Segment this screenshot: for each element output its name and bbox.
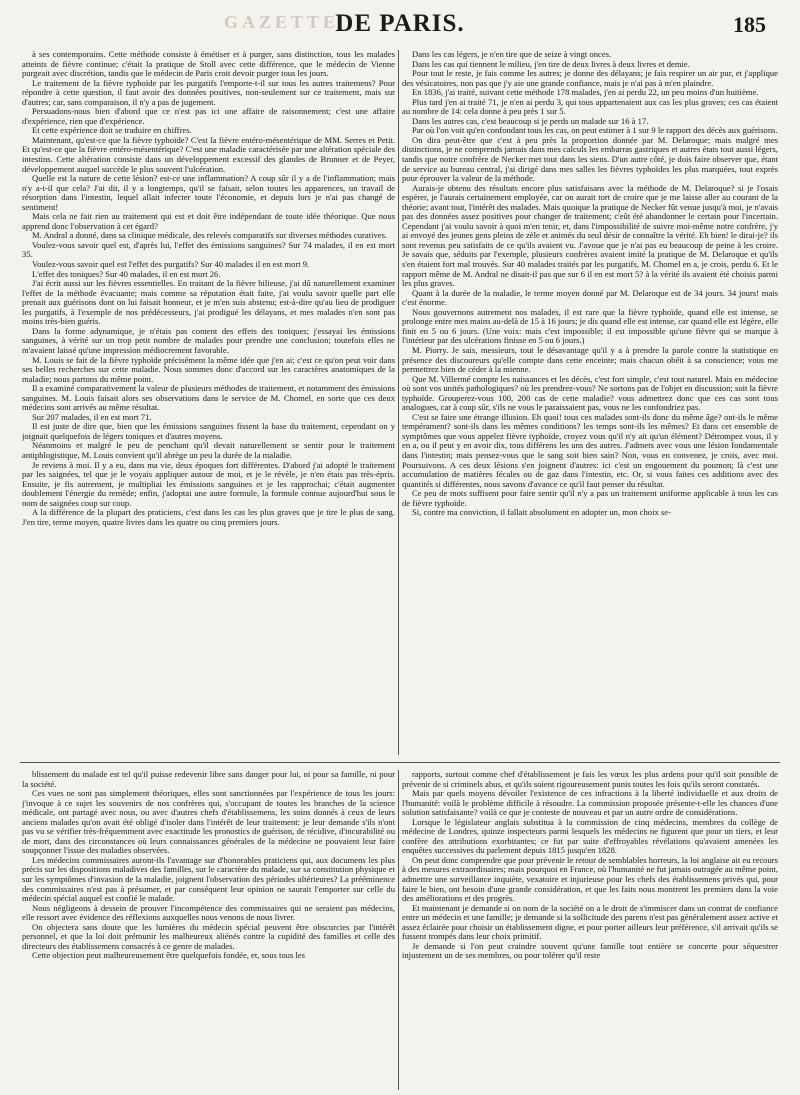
paragraph: Il est juste de dire que, bien que les émissions sanguines fissent la base du traitement, cependant on y joignait quelquefois de légers toniques et d'autres moyens.	[22, 421, 395, 441]
article-column-1	[22, 50, 395, 755]
paragraph: Je reviens à moi. Il y a eu, dans ma vie, deux époques fort différentes. D'abord j'ai adopté le traitement par les saignées, tel que je le voyais appliquer autour de moi, et je le révèle, je n'en étais pas très-épris. Ensuite, je fis autrement, je multipliai les émissions sanguines et je les rapprochai; c'était augmenter doublement l'énergie du remède; enfin, j'adoptai une autre formule, la formule connue aujourd'hui sous le nom de saignées coup sur coup.	[22, 459, 395, 508]
paragraph: Persuadons-nous bien d'abord que ce n'est pas ici une affaire de raisonnement; c'est une affaire d'expérience, rien que d'expérience.	[22, 106, 395, 126]
paragraph: Plus tard j'en ai traité 71, je n'en ai perdu 3, qui tous appartenaient aux cas les plus graves; ces cas étaient au nombre de 14: cela donne à peu près 1 sur 5.	[402, 96, 778, 117]
paragraph: Que M. Villermé compte les naissances et les décès, c'est fort simple, c'est tout naturel. Mais en médecine où sont vos unités pathologiques? où les prendrez-vous? Ne sortons pas de l'objet en discussion; soit la fièvre typhoïde. Grouperez-vous 100, 200 cas de cette maladie? vous admettrez donc que ces cas sont tous analogues, car à coup sûr, s'ils ne vous le paraissaient pas, vous ne les confondriez pas.	[402, 373, 778, 413]
column-rule-top	[398, 50, 399, 755]
paragraph: M. Piorry. Je sais, messieurs, tout le désavantage qu'il y a à prendre la parole contre la statistique en présence des discoureurs qu'elle compte dans cette enceinte; mais chacun obéit à sa conscience; vous me permettrez bien de céder à la mienne.	[402, 344, 778, 375]
page-number: 185	[733, 12, 766, 37]
paragraph: Dans les autres cas, c'est beaucoup si je perds un malade sur 16 à 17.	[412, 115, 649, 126]
paragraph: Dans les cas légers, je n'en tire que de seize à vingt onces.	[412, 50, 612, 59]
paragraph: Quant à la durée de la maladie, le terme moyen donné par M. Delaroque est de 34 jours. 34 jours! mais c'est énorme.	[402, 287, 778, 308]
paragraph: Mais cela ne fait rien au traitement qui est et doit être indépendant de toute idée théorique. Que nous apprend donc l'observation à cet égard?	[22, 211, 395, 231]
paragraph: Aurais-je obtenu des résultats encore plus satisfaisans avec la méthode de M. Delaroque? si je l'osais espérer, je l'aurais certainement employée, car on aurait tort de croire que je me laisse aller au courant de la théorie; avant tout, l'intérêt des malades. Mais quoique la pratique de Necker fût venue jusqu'à moi, je n'avais pas des données assez positives pour changer de traitement; c'eût été abandonner le certain pour l'incertain. Cependant j'ai voulu savoir à quoi m'en tenir, et, dans l'impossibilité de suivre moi-même notre confrère, j'y ai envoyé des jeunes gens pleins de zèle et animés du seul désir de connaître la vérité. Eh bien! le dirai-je? ils sont revenus peu satisfaits de ce qu'ils avaient vu. J'avoue que je n'ai pas eu beaucoup de peine à les croire. Je savais que, séduits par l'exemple, plusieurs confrères avaient imité la pratique de M. Delaroque et qu'ils s'en étaient fort mal trouvés. Sur 40 malades traités par les purgatifs, M. Chomel en a, je crois, perdu 6. Et le rapport même de M. Andral ne disait-il pas que sur 6 il en est mort 5? à la vérité ils avaient été choisis parmi les plus graves.	[402, 182, 778, 289]
paragraph: à ses contemporains. Cette méthode consiste à émétiser et à purger, sans distinction, tous les malades atteints de fièvre continue; c'était la pratique de Stoll avec cette différence, que le médecin de Vienne purgeait avec discrétion, tandis que le médecin de Paris croit devoir purger tous les jours.	[22, 50, 395, 79]
paragraph: On objectera sans doute que les lumières du médecin spécial peuvent être obscurcies par l'intérêt personnel, et que la loi doit prémunir les malheureux aliénés contre la cupidité des familles et celle des directeurs des établissemens consacrés à ce genre de malades.	[22, 921, 395, 951]
paragraph: Cette objection peut malheureusement être quelquefois fondée, et, sous tous les	[32, 950, 306, 961]
paragraph: Voulez-vous savoir quel est l'effet des purgatifs? Sur 40 malades il en est mort 9.	[32, 259, 310, 270]
page-header	[0, 0, 800, 44]
paragraph: Les médecins commissaires auront-ils l'avantage sur d'honorables praticiens qui, aux documens les plus précis sur les dispositions maladives des familles, sur le caractère du malade, sur sa constitution physique et sur les symptômes d'invasion de la maladie, joignent l'observation des périodes ultérieures? La prééminence des commissaires n'est pas à présumer, et par conséquent leur opinion ne saurait l'emporter sur celle du médecin spécial auquel est confié le malade.	[22, 854, 395, 904]
paragraph: blissement du malade est tel qu'il puisse redevenir libre sans danger pour lui, ni pour sa famille, ni pour la société.	[22, 770, 395, 789]
paragraph: Maintenant, qu'est-ce que la fièvre typhoïde? C'est la fièvre entéro-mésentérique de MM. Serres et Petit. Et qu'est-ce que la fièvre entéro-mésentérique? C'est une maladie caractérisée par une altération spéciale des intestins. Cette altération consiste dans un développement excessif des glandes de Brunner et de Peyer, développement auquel succède le plus souvent l'ulcération.	[22, 134, 395, 174]
paragraph: M. Louis se fait de la fièvre typhoïde précisément la même idée que j'en ai; c'est ce qu'on peut voir dans ses belles recherches sur cette maladie. Nous sommes donc d'accord sur les caractères anatomiques de la maladie; nous partons du même point.	[22, 354, 395, 384]
paragraph: Voulez-vous savoir quel est, d'après lui, l'effet des émissions sanguines? Sur 74 malades, il en est mort 35.	[22, 239, 395, 260]
paragraph: L'effet des toniques? Sur 40 malades, il en est mort 26.	[32, 268, 221, 279]
paragraph: On peut donc comprendre que pour prévenir le retour de semblables horreurs, la loi anglaise ait eu recours à des mesures extraordinaires; mais pourquoi en France, où l'humanité ne fut jamais outragée au même point, admettre une surveillance inquiète, vexatoire et injurieuse pour les chefs des établissemens privés qui, pour faire le bien, ont besoin d'une grande considération, et que les faits nous montrent les premiers dans la voie des améliorations et des progrès.	[402, 854, 778, 904]
article-column-2	[402, 50, 778, 755]
paragraph: Nous gouvernons autrement nos malades, il est rare que la fièvre typhoïde, quand elle est intense, se prolonge entre mes mains au-delà de 15 à 16 jours; je dis quand elle est intense, car quand elle est légère, elle finit en 5 ou 6 jours. (Une voix: mais c'est impossible; il est impossible qu'une fièvre qui se marque à l'intérieur par des ulcérations finisse en 5 ou 6 jours.)	[402, 306, 778, 346]
paragraph: C'est se faire une étrange illusion. Eh quoi! tous ces malades sont-ils donc du même âge? ont-ils le même tempérament? sont-ils dans les mêmes conditions? les temps sont-ils les mêmes? Et dans cet ensemble de symptômes que vous appelez fièvre typhoïde, croyez vous qu'il n'y ait qu'un élément? Détrompez vous, il y en a, ou il peut y en avoir dix, tous différens les uns des autres. J'admets avec vous une lésion fondamentale dans l'intestin; mais pensez-vous que le sang soit bien sain? Non, vous en convenez, je crois, avec moi. Poursuivons. A ces deux lésions s'en joignent d'autres: ici c'est un engouement du poumon; là c'est une accumulation de matières fécales ou de gaz dans l'intestin, etc. Or, si vous faites ces additions avec des quantités si différentes, nous savons d'avance ce qu'il faut penser du résultat.	[402, 411, 778, 489]
paragraph: Mais par quels moyens dévoiler l'existence de ces infractions à la liberté individuelle et aux droits de l'humanité: voilà le problème difficile à résoudre. La commission proposée présente-t-elle les chances d'une solution satisfaisante? voilà ce que je conteste de nouveau et par un autre ordre de considérations.	[402, 788, 778, 818]
paragraph: Si, contre ma conviction, il fallait absolument en adopter un, mon choix se-	[412, 507, 671, 518]
paragraph: Nous négligeons à dessein de prouver l'incompétence des commissaires qui ne seraient pas médecins, elle ressort avec évidence des réflexions auxquelles nous venons de nous livrer.	[22, 902, 395, 923]
paragraph: Sur 207 malades, il en est mort 71.	[32, 411, 152, 422]
paragraph: Je demande si l'on peut craindre souvent qu'une famille tout entière se concerte pour séquestrer injustement un de ses membres, ou pour tolérer qu'il reste	[402, 940, 778, 961]
paragraph: Néanmoins et malgré le peu de penchant qu'il devait naturellement se sentir pour le traitement antiphlogistique, M. Louis convient qu'il abrège un peu la durée de la maladie.	[22, 440, 395, 460]
paragraph: Pour tout le reste, je fais comme les autres; je donne des délayans; je fais respirer un air pur, et j'applique des vésicatoires, non pas que j'y aie une grande confiance, mais je n'ai pas à m'en plaindre.	[402, 68, 778, 88]
section-divider	[20, 762, 780, 763]
paragraph: Quelle est la nature de cette lésion? est-ce une inflammation? A coup sûr il y a de l'inflammation; mais n'y a-t-il que cela? J'ai dit, il y a longtemps, qu'il se faisait, selon toutes les apparences, un travail de résorption dans l'intestin, lequel allait infecter toute l'économie, et depuis lors je n'ai pas changé de sentiment!	[22, 173, 395, 212]
column-rule-bottom	[398, 770, 399, 1090]
article-column-3	[22, 770, 395, 1090]
running-title: DE PARIS.	[335, 10, 465, 37]
paragraph: M. Andral a donné, dans sa clinique médicale, des relevés comparatifs sur diverses méthodes curatives.	[32, 230, 388, 241]
paragraph: A la différence de la plupart des praticiens, c'est dans les cas les plus graves que je tire le plus de sang. J'en tire, terme moyen, quatre livres dans les quatre ou cinq premiers jours.	[22, 507, 395, 527]
paragraph: On dira peut-être que c'est à peu près la proportion donnée par M. Delaroque; mais malgré mes distinctions, je ne comprends jamais dans mes calculs les embarras gastriques et autres états tout aussi légers, tandis que notre confrère de Necker met tout dans les siens. D'un autre côté, je dois faire observer que, étant de service au bureau central, j'ai dirigé dans mes salles les fièvres typhoïdes les plus marquées, tout exprès pour éprouver la valeur de la méthode.	[402, 134, 778, 184]
paragraph: Ces vues ne sont pas simplement théoriques, elles sont sanctionnées par l'expérience de tous les jours: j'invoque à ce sujet les souvenirs de nos confrères qui, s'occupant de toutes les branches de la science médicale, ont partagé avec nous, ou avec d'autres chefs d'établissemens, les soins donnés à ceux de leurs anciens malades qu'on avait été obligé d'isoler dans l'intérêt de leur traitement: je leur demande s'ils n'ont pas vu se vérifier très-fréquemment avec exactitude les pronostics de guérison, de récidive, d'incurabilité ou de mort, dans des circonstances où leurs connaissances générales de la médecine ne pouvaient leur faire soupçonner l'issue des maladies observées.	[22, 788, 395, 856]
paragraph: Dans les cas qui tiennent le milieu, j'en tire de deux livres à deux livres et demie.	[412, 58, 690, 69]
paragraph: rapports, surtout comme chef d'établissement je fais les vœux les plus ardens pour qu'il soit possible de prévenir de si criminels abus, et qu'ils soient rigoureusement punis toutes les fois qu'ils seront constatés.	[402, 770, 778, 789]
article-column-4	[402, 770, 778, 1090]
paragraph: Le traitement de la fièvre typhoïde par les purgatifs l'emporte-t-il sur tous les autres traitemens? Pour répondre à cette question, il faut avoir des données positives, non-seulement sur ce traitement, mais sur d'autres; car, sans comparaison, il n'y a pas de jugement.	[22, 77, 395, 107]
paragraph: Par où l'on voit qu'en confondant tous les cas, on peut estimer à 1 sur 9 le rapport des décès aux guérisons.	[412, 125, 778, 136]
show-through-title: GAZETTE	[224, 12, 340, 32]
paragraph: Ce peu de mots suffisent pour faire sentir qu'il n'y a pas un traitement uniforme applicable à tous les cas de fièvre typhoïde.	[402, 488, 778, 508]
paragraph: Il a examiné comparativement la valeur de plusieurs méthodes de traitement, et notamment des émissions sanguines. M. Louis faisait alors ses observations dans le service de M. Chomel, en sorte que ces deux médecins sont arrivés au même résultat.	[22, 383, 395, 413]
paragraph: Et maintenant je demande si on nom de la société on a le droit de s'immiscer dans un contrat de confiance entre un médecin et une famille; je demande si la sollicitude des parens n'est pas généralement assez active et assez éclairée pour choisir un établissement digne, et pour porter ailleurs leur préférence, s'il arrivait qu'ils se fussent trompés dans leur choix primitif.	[402, 902, 778, 942]
paragraph: J'ai écrit aussi sur les fièvres essentielles. En traitant de la fièvre bilieuse, j'ai dû naturellement examiner l'effet de la méthode évacuante; mais comme sa réputation était faite, j'ai voulu savoir quelle part elle prenait aux guérisons dont on lui faisait honneur, et je m'en suis abstenu; est-à-dire qu'au lieu de prodiguer les purgatifs, à l'exemple de nos prédécesseurs, j'ai prodigué les délayans, et mes malades n'en sont pas moins très-bien guéris.	[22, 278, 395, 327]
paragraph: Et cette expérience doit se traduire en chiffres.	[32, 125, 192, 136]
paragraph: Lorsque le législateur anglais substitua à la commission de cinq médecins, membres du collège de médecine de Londres, quinze inspecteurs parmi lesquels les médecins ne figurent que pour un tiers, et leur confère des attributions exorbitantes; ce fut par suite d'effroyables révélations qu'avaient amenées les enquêtes successives du parlement depuis 1815 jusqu'en 1828.	[402, 816, 778, 856]
paragraph: En 1836, j'ai traité, suivant cette méthode 178 malades, j'en ai perdu 22, un peu moins d'un huitième.	[412, 87, 759, 98]
paragraph: Dans la forme adynamique, je n'étais pas content des effets des toniques; j'essayai les émissions sanguines, à vérité sur un trop petit nombre de malades pour prendre une conclusion; toutefois elles ne m'avaient laissé qu'une impression médiocrement favorable.	[22, 325, 395, 355]
